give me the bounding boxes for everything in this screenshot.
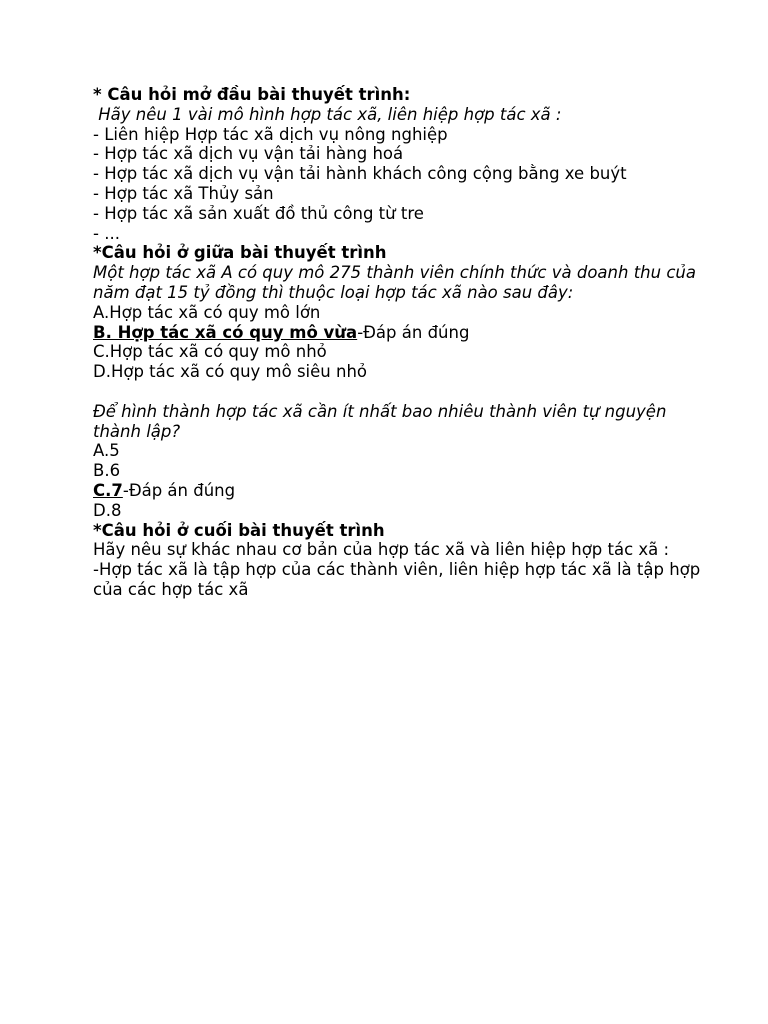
document-body bbox=[93, 85, 713, 600]
list-item: - Liên hiệp Hợp tác xã dịch vụ nông nghiệp bbox=[93, 124, 448, 144]
q2-correct-note: -Đáp án đúng bbox=[122, 480, 236, 500]
opening-heading: * Câu hỏi mở đầu bài thuyết trình: bbox=[93, 85, 411, 104]
q1-option-c: C.Hợp tác xã có quy mô nhỏ bbox=[93, 342, 327, 362]
closing-question: Hãy nêu sự khác nhau cơ bản của hợp tác xã và liên hiệp hợp tác xã : bbox=[93, 540, 670, 560]
q2-option-b: B.6 bbox=[93, 461, 121, 481]
opening-prompt: Hãy nêu 1 vài mô hình hợp tác xã, liên hiệp hợp tác xã : bbox=[93, 104, 562, 124]
closing-answer: -Hợp tác xã là tập hợp của các thành viên, liên hiệp hợp tác xã là tập hợp của các hợp tác xã bbox=[93, 560, 706, 599]
closing-heading: *Câu hỏi ở cuối bài thuyết trình bbox=[93, 520, 385, 540]
list-item: - Hợp tác xã dịch vụ vận tải hành khách công cộng bằng xe buýt bbox=[93, 164, 627, 184]
q2-option-c: C.7 bbox=[93, 480, 123, 500]
q2-option-a: A.5 bbox=[93, 441, 120, 461]
q1-option-a: A.Hợp tác xã có quy mô lớn bbox=[93, 302, 321, 322]
list-item: - Hợp tác xã Thủy sản bbox=[93, 183, 274, 203]
blank-line bbox=[93, 382, 713, 402]
list-item: - ... bbox=[93, 223, 120, 243]
q1-option-d: D.Hợp tác xã có quy mô siêu nhỏ bbox=[93, 362, 367, 382]
list-item: - Hợp tác xã dịch vụ vận tải hàng hoá bbox=[93, 144, 404, 164]
q1-option-b: B. Hợp tác xã có quy mô vừa bbox=[93, 322, 358, 342]
q2-option-c-row bbox=[93, 481, 713, 501]
middle-heading: *Câu hỏi ở giữa bài thuyết trình bbox=[93, 243, 387, 263]
q1-option-b-row bbox=[93, 323, 713, 343]
q2-option-d: D.8 bbox=[93, 500, 122, 520]
question-2: Để hình thành hợp tác xã cần ít nhất bao nhiêu thành viên tự nguyện thành lập? bbox=[93, 401, 672, 441]
list-item: - Hợp tác xã sản xuất đồ thủ công từ tre bbox=[93, 203, 424, 223]
q1-correct-note: -Đáp án đúng bbox=[357, 322, 470, 342]
question-1: Một hợp tác xã A có quy mô 275 thành viên chính thức và doanh thu của năm đạt 15 tỷ đồng thì thuộc loại hợp tác xã nào sau đây: bbox=[93, 263, 702, 302]
